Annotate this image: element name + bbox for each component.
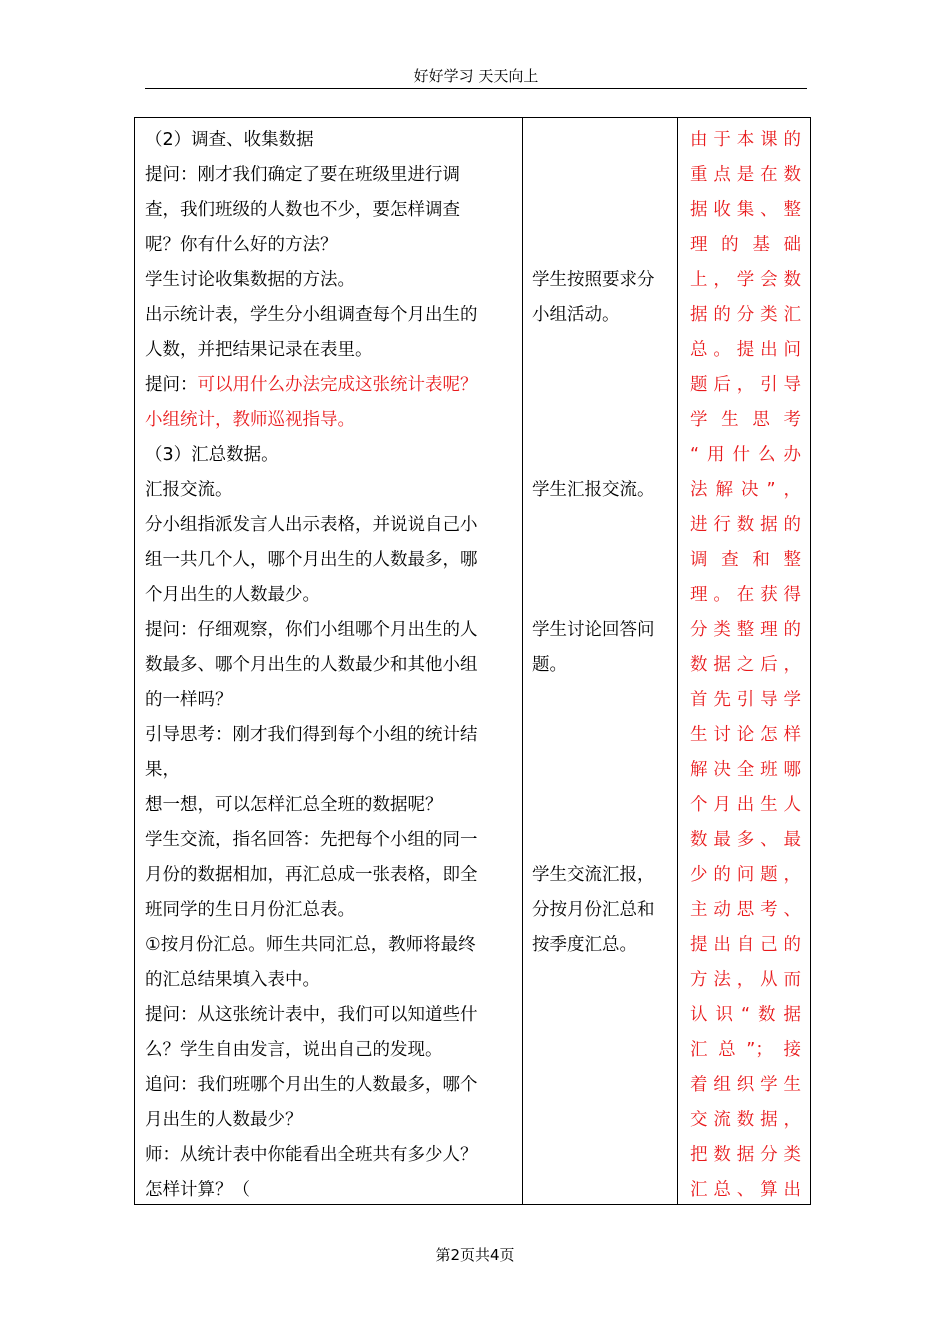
teacher-line <box>145 403 517 438</box>
design-intent-line: 少的问题， <box>690 865 801 885</box>
teacher-line <box>145 368 517 403</box>
teacher-line-text: 月份的数据相加，再汇总成一张表格，即全 <box>145 865 478 885</box>
design-intent-line: 把数据分类 <box>690 1145 801 1165</box>
teacher-line <box>145 263 517 298</box>
teacher-line <box>145 1103 517 1138</box>
teacher-line-text: 呢？你有什么好的方法？ <box>145 235 338 255</box>
teacher-line <box>145 1138 517 1173</box>
teacher-line <box>145 823 517 858</box>
teacher-line <box>145 858 517 893</box>
design-intent-line: 方法，从而 <box>690 970 801 990</box>
design-intent-line: 由于本课的 <box>690 130 801 150</box>
design-intent-line: 学生思考 <box>690 410 801 430</box>
teacher-line-text: 的汇总结果填入表中。 <box>145 970 320 990</box>
design-intent-line: 认识“数据 <box>690 1005 801 1025</box>
design-intent-line: 交流数据， <box>690 1110 801 1130</box>
teacher-line-text: 提问：从这张统计表中，我们可以知道些什 <box>145 1005 478 1025</box>
design-intent-line: 调查和整 <box>690 550 801 570</box>
teacher-line <box>145 228 517 263</box>
teacher-line <box>145 333 517 368</box>
teacher-line <box>145 928 517 963</box>
teacher-line <box>145 193 517 228</box>
teacher-line-text: 可以用什么办法完成这张统计表呢？ <box>197 375 478 395</box>
design-intent-line: 重点是在数 <box>690 165 801 185</box>
teacher-line-text: 么？学生自由发言，说出自己的发现。 <box>145 1040 443 1060</box>
teacher-line-text: 引导思考：刚才我们得到每个小组的统计结 <box>145 725 478 745</box>
student-line: 学生讨论回答问 <box>532 620 655 640</box>
design-intent-line: 法解决”， <box>690 480 801 500</box>
teacher-line-text: 组一共几个人，哪个月出生的人数最多，哪 <box>145 550 478 570</box>
design-intent-line: 上，学会数 <box>690 270 801 290</box>
teacher-line-text: 怎样计算？（ <box>145 1180 250 1200</box>
design-intent-line: 分类整理的 <box>690 620 801 640</box>
teacher-line-text: ①按月份汇总。师生共同汇总，教师将最终 <box>145 935 476 955</box>
teacher-line <box>145 438 517 473</box>
teacher-line <box>145 578 517 613</box>
teacher-line <box>145 123 517 158</box>
teacher-line-text: 小组统计，教师巡视指导。 <box>145 410 355 430</box>
student-line: 小组活动。 <box>532 305 620 325</box>
student-line: 按季度汇总。 <box>532 935 637 955</box>
teacher-line-text: 提问：刚才我们确定了要在班级里进行调 <box>145 165 460 185</box>
teacher-line <box>145 648 517 683</box>
teacher-line <box>145 543 517 578</box>
teacher-line-text: （2）调查、收集数据 <box>145 130 314 150</box>
design-intent-line: 总。提出问 <box>690 340 801 360</box>
teacher-line <box>145 1068 517 1103</box>
lesson-plan-table <box>134 117 811 1205</box>
teacher-line-text: 人数，并把结果记录在表里。 <box>145 340 373 360</box>
student-line: 学生按照要求分 <box>532 270 655 290</box>
teacher-line-text: 师：从统计表中你能看出全班共有多少人？ <box>145 1145 478 1165</box>
teacher-line <box>145 718 517 753</box>
design-intent-line: 理的基础 <box>690 235 801 255</box>
design-intent-line: 着组织学生 <box>690 1075 801 1095</box>
teacher-line <box>145 753 517 788</box>
student-activity-column <box>523 118 678 1204</box>
teacher-line <box>145 1173 517 1208</box>
header-rule <box>145 88 807 89</box>
teacher-line <box>145 963 517 998</box>
teacher-line <box>145 893 517 928</box>
design-intent-line: 主动思考、 <box>690 900 801 920</box>
teacher-line-text: 班同学的生日月份汇总表。 <box>145 900 355 920</box>
teacher-line-text: 果， <box>145 760 180 780</box>
student-line: 学生交流汇报， <box>532 865 655 885</box>
design-intent-column <box>678 118 810 1204</box>
teacher-line-text: 个月出生的人数最少。 <box>145 585 320 605</box>
design-intent-line: 汇总、算出 <box>690 1180 801 1200</box>
design-intent-line: 首先引导学 <box>690 690 801 710</box>
design-intent-line: 生讨论怎样 <box>690 725 801 745</box>
design-intent-line: 提出自己的 <box>690 935 801 955</box>
page-header: 好好学习 天天向上 <box>413 67 539 85</box>
teacher-line <box>145 788 517 823</box>
teacher-line-text: 汇报交流。 <box>145 480 233 500</box>
design-intent-line: “用什么办 <box>690 445 801 465</box>
student-line: 分按月份汇总和 <box>532 900 655 920</box>
teacher-line <box>145 1033 517 1068</box>
teacher-line-text: （3）汇总数据。 <box>145 445 279 465</box>
design-intent-line: 数最多、最 <box>690 830 801 850</box>
teacher-line <box>145 473 517 508</box>
teacher-line <box>145 998 517 1033</box>
teacher-line <box>145 683 517 718</box>
design-intent-line: 汇总”；接 <box>690 1040 801 1060</box>
teacher-line-text: 查，我们班级的人数也不少，要怎样调查 <box>145 200 460 220</box>
teacher-line <box>145 508 517 543</box>
teacher-activity-column <box>135 118 523 1204</box>
teacher-line <box>145 158 517 193</box>
design-intent-line: 个月出生人 <box>690 795 801 815</box>
design-intent-line: 解决全班哪 <box>690 760 801 780</box>
design-intent-line: 理。在获得 <box>690 585 801 605</box>
teacher-line-prefix: 提问： <box>145 375 198 395</box>
design-intent-line: 据收集、整 <box>690 200 801 220</box>
teacher-line-text: 分小组指派发言人出示表格，并说说自己小 <box>145 515 478 535</box>
design-intent-line: 数据之后， <box>690 655 801 675</box>
teacher-line <box>145 298 517 333</box>
teacher-line-text: 追问：我们班哪个月出生的人数最多，哪个 <box>145 1075 478 1095</box>
teacher-line-text: 提问：仔细观察，你们小组哪个月出生的人 <box>145 620 478 640</box>
teacher-line-text: 出示统计表，学生分小组调查每个月出生的 <box>145 305 478 325</box>
design-intent-line: 据的分类汇 <box>690 305 801 325</box>
teacher-line-text: 学生讨论收集数据的方法。 <box>145 270 355 290</box>
design-intent-line: 题后，引导 <box>690 375 801 395</box>
student-line: 题。 <box>532 655 567 675</box>
teacher-line-text: 想一想，可以怎样汇总全班的数据呢？ <box>145 795 443 815</box>
design-intent-line: 进行数据的 <box>690 515 801 535</box>
student-line: 学生汇报交流。 <box>532 480 655 500</box>
teacher-line <box>145 613 517 648</box>
page-footer: 第2页共4页 <box>435 1246 515 1264</box>
teacher-line-text: 月出生的人数最少？ <box>145 1110 303 1130</box>
teacher-line-text: 数最多、哪个月出生的人数最少和其他小组 <box>145 655 478 675</box>
teacher-line-text: 学生交流，指名回答：先把每个小组的同一 <box>145 830 478 850</box>
teacher-line-text: 的一样吗？ <box>145 690 233 710</box>
